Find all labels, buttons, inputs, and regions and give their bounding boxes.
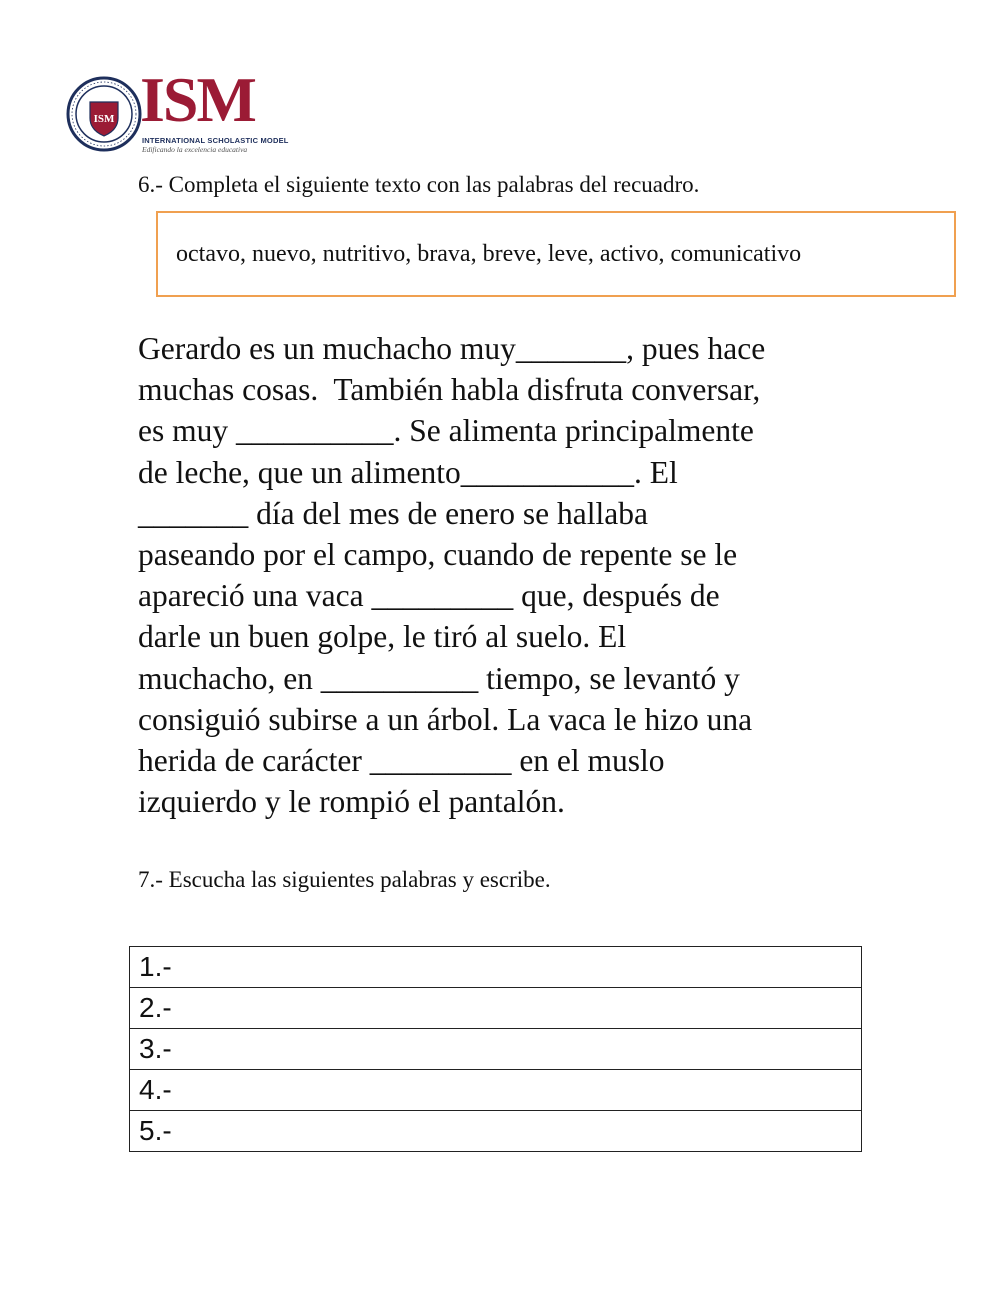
school-seal-icon xyxy=(66,76,142,152)
table-row xyxy=(130,1029,862,1070)
passage-line: izquierdo y le rompió el pantalón. xyxy=(138,784,565,820)
passage-line: _______ día del mes de enero se hallaba xyxy=(138,495,648,531)
passage-line: Gerardo es un muchacho muy_______, pues hace xyxy=(138,331,766,366)
passage-line: consiguió subirse a un árbol. La vaca le hizo una xyxy=(138,701,753,737)
passage-line: paseando por el campo, cuando de repente se le xyxy=(138,537,738,573)
exercise-6-instruction: 6.- Completa el siguiente texto con las palabras del recuadro. xyxy=(138,172,700,197)
answer-cell[interactable]: 5.- xyxy=(130,1111,862,1152)
table-row xyxy=(130,947,862,988)
passage-line: de leche, que un alimento___________. El xyxy=(138,454,678,490)
passage-line: muchas cosas. También habla disfruta conversar, xyxy=(138,372,761,408)
passage-line: herida de carácter _________ en el muslo xyxy=(138,743,665,779)
answer-cell[interactable]: 4.- xyxy=(130,1070,862,1111)
word-bank-text: octavo, nuevo, nutritivo, brava, breve, leve, activo, comunicativo xyxy=(176,241,802,267)
fill-in-passage xyxy=(138,328,878,822)
table-row xyxy=(130,1070,862,1111)
passage-line: darle un buen golpe, le tiró al suelo. El xyxy=(138,619,627,655)
passage-line: muchacho, en __________ tiempo, se levantó y xyxy=(138,660,740,696)
exercise-7-instruction: 7.- Escucha las siguientes palabras y escribe. xyxy=(138,867,551,892)
brand-name: ISM xyxy=(140,64,255,135)
answer-cell[interactable]: 2.- xyxy=(130,988,862,1029)
passage-line: es muy __________. Se alimenta principalmente xyxy=(138,413,754,449)
table-row xyxy=(130,988,862,1029)
answer-cell[interactable]: 3.- xyxy=(130,1029,862,1070)
brand-tagline: Edificando la excelencia educativa xyxy=(142,145,248,154)
school-logo xyxy=(66,64,289,158)
table-row xyxy=(130,1111,862,1152)
brand-subtitle: INTERNATIONAL SCHOLASTIC MODEL xyxy=(142,136,289,145)
answer-table xyxy=(129,946,862,1152)
passage-line: apareció una vaca _________ que, después de xyxy=(138,578,720,614)
word-bank-box xyxy=(156,211,956,297)
svg-text:ISM: ISM xyxy=(93,113,115,125)
answer-cell[interactable]: 1.- xyxy=(130,947,862,988)
